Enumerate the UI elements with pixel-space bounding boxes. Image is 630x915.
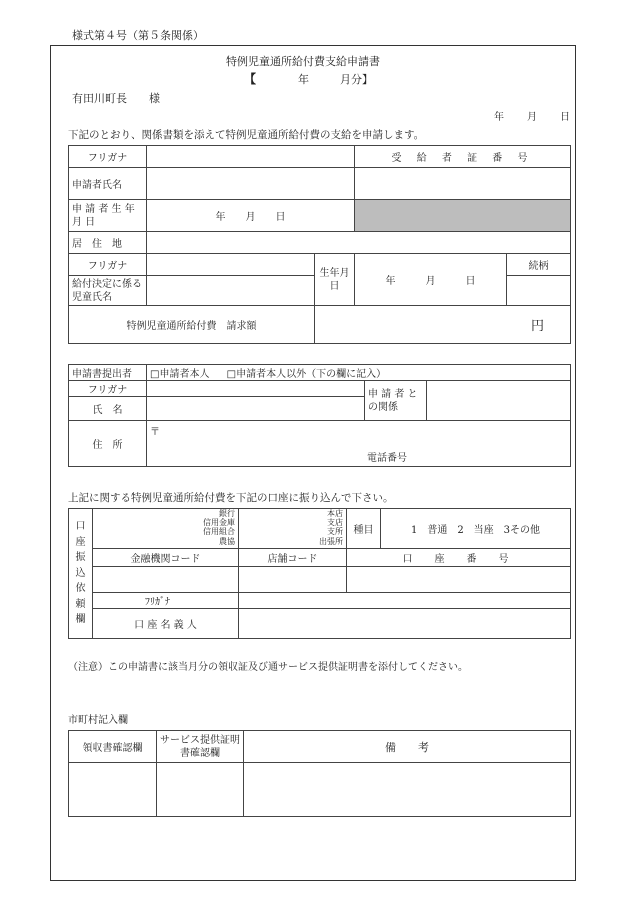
bank-type-shinkin: 信用金庫 <box>203 518 235 528</box>
branch-type-cell[interactable] <box>239 509 347 549</box>
applicant-name-field[interactable] <box>147 168 355 200</box>
form-title: 特例児童通所給付費支給申請書 <box>226 55 380 68</box>
holder-furigana-field[interactable] <box>239 593 571 609</box>
period-month: 月分】 <box>340 73 373 86</box>
holder-label: 口 座 名 義 人 <box>93 609 239 639</box>
relationship-label: 続柄 <box>507 254 571 276</box>
branch-office: 支所 <box>327 527 343 537</box>
attachment-note: （注意）この申請書に該当月分の領収証及び通サービス提供証明書を添付してください。 <box>68 662 468 673</box>
amount-label: 特例児童通所給付費 請求額 <box>69 306 315 344</box>
submitter-label: 申請書提出者 <box>69 365 147 381</box>
applicant-birth-label: 申 請 者 生 年 月 日 <box>69 200 147 232</box>
bank-type-cell[interactable] <box>93 509 239 549</box>
shaded-cell <box>355 200 571 232</box>
applicant-furigana-field[interactable] <box>147 146 355 168</box>
receipt-check-field[interactable] <box>69 763 157 817</box>
inst-code-digits[interactable] <box>93 567 239 593</box>
submitter-table <box>68 364 571 467</box>
submitter-other-checkbox[interactable]: □申請者本人以外（下の欄に記入） <box>226 369 387 380</box>
municipal-table <box>68 730 571 817</box>
address-label: 居 住 地 <box>69 232 147 254</box>
branch-code-digits[interactable] <box>239 567 347 593</box>
holder-furigana-label: ﾌﾘｶﾞﾅ <box>93 593 239 609</box>
submitter-self-checkbox[interactable]: □申請者本人 <box>150 369 210 380</box>
period-open: 【 <box>244 72 257 86</box>
inst-code-label: 金融機関コード <box>93 549 239 567</box>
bank-table <box>68 508 571 639</box>
service-cert-check-label: サービス提供証明書確認欄 <box>157 731 244 763</box>
branch-branch: 支店 <box>327 518 343 528</box>
municipal-label: 市町村記入欄 <box>68 715 128 726</box>
account-kind-options[interactable]: 1 普通 2 当座 3その他 <box>381 509 571 549</box>
remarks-field[interactable] <box>244 763 571 817</box>
submitter-name-field[interactable] <box>147 397 365 421</box>
child-furigana-label: フリガナ <box>69 254 147 276</box>
receipt-check-label: 領収書確認欄 <box>69 731 157 763</box>
postal-mark: 〒 <box>150 427 160 438</box>
phone-label: 電話番号 <box>367 453 407 464</box>
submitter-relationship-field[interactable] <box>427 381 571 421</box>
applicant-furigana-label: フリガナ <box>69 146 147 168</box>
account-kind-label: 種目 <box>347 509 381 549</box>
child-birth-field[interactable]: 年 月 日 <box>355 254 507 306</box>
submitter-relationship-label: 申 請 者 との関係 <box>365 381 427 421</box>
period-year: 年 <box>298 73 309 86</box>
amount-yen[interactable]: 円 <box>315 306 571 344</box>
relationship-field[interactable] <box>507 276 571 306</box>
bank-type-kumiai: 信用組合 <box>203 527 235 537</box>
form-number: 様式第４号（第５条関係） <box>72 29 204 42</box>
submitter-furigana-label: フリガナ <box>69 381 147 397</box>
cert-number-label: 受 給 者 証 番 号 <box>355 146 571 168</box>
branch-main: 本店 <box>327 509 343 518</box>
service-cert-check-field[interactable] <box>157 763 244 817</box>
branch-code-label: 店舗コード <box>239 549 347 567</box>
branch-sub: 出張所 <box>319 536 343 546</box>
submitter-name-label: 氏 名 <box>69 397 147 421</box>
address-field[interactable] <box>147 232 571 254</box>
submitter-address-label: 住 所 <box>69 421 147 467</box>
bank-side-label: 口座振込依頼欄 <box>69 509 93 639</box>
date-day: 日 <box>560 112 570 123</box>
account-number-label: 口 座 番 号 <box>347 549 571 567</box>
child-name-field[interactable] <box>147 276 315 306</box>
applicant-birth-field[interactable]: 年 月 日 <box>147 200 355 232</box>
remarks-label: 備 考 <box>244 731 571 763</box>
addressee: 有田川町長 様 <box>72 92 160 105</box>
submitter-options <box>147 365 571 381</box>
bank-type-bank: 銀行 <box>219 509 235 518</box>
holder-field[interactable] <box>239 609 571 639</box>
child-birth-label: 生年月日 <box>315 254 355 306</box>
date-year: 年 <box>494 112 504 123</box>
date-month: 月 <box>527 112 537 123</box>
submitter-address-field[interactable] <box>147 421 571 467</box>
applicant-name-label: 申請者氏名 <box>69 168 147 200</box>
child-name-label: 給付決定に係る児童氏名 <box>69 276 147 306</box>
submitter-furigana-field[interactable] <box>147 381 365 397</box>
applicant-table <box>68 145 571 344</box>
bank-intro: 上記に関する特例児童通所給付費を下記の口座に振り込んで下さい。 <box>68 492 394 504</box>
account-number-digits[interactable] <box>347 567 571 593</box>
bank-type-nokyo: 農協 <box>219 536 235 546</box>
child-furigana-field[interactable] <box>147 254 315 276</box>
intro-text: 下記のとおり、関係書類を添えて特例児童通所給付費の支給を申請します。 <box>68 129 425 141</box>
cert-number-digits[interactable] <box>355 168 571 200</box>
